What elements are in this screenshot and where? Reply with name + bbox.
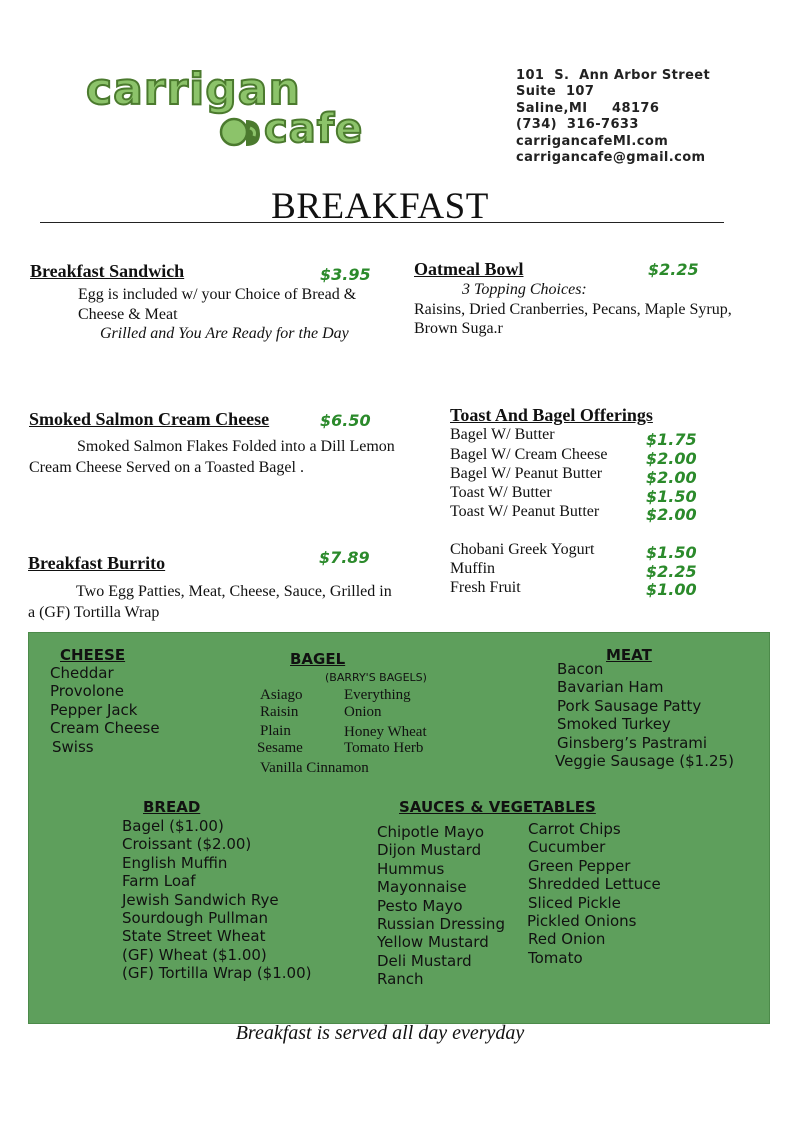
email-line: carrigancafe@gmail.com: [516, 150, 706, 166]
bread-item: Croissant ($2.00): [122, 835, 252, 854]
cheese-item: Provolone: [50, 682, 124, 701]
meat-list: [557, 660, 734, 770]
sauce-item: Russian Dressing: [377, 915, 505, 934]
bread-item: (GF) Wheat ($1.00): [122, 945, 267, 964]
offering-name: Toast W/ Peanut Butter: [450, 503, 600, 520]
sauces-vegetables-heading: SAUCES & VEGETABLES: [399, 798, 596, 816]
desc-line: Smoked Salmon Flakes Folded into a Dill Lemon: [77, 438, 395, 455]
vegetable-item: Tomato: [528, 948, 583, 967]
desc-line: Egg is included w/ your Choice of Bread &: [78, 286, 357, 303]
address-line: 101 S. Ann Arbor Street: [516, 68, 711, 83]
desc-line: Brown Suga.r: [414, 320, 503, 337]
sauce-item: Ranch: [377, 970, 424, 989]
desc-line: Two Egg Patties, Meat, Cheese, Sauce, Grilled in: [76, 583, 392, 600]
bagel-flavor: Raisin: [260, 704, 299, 720]
vegetable-item: Shredded Lettuce: [528, 875, 661, 894]
bread-item: State Street Wheat: [122, 927, 266, 946]
desc-line: Cream Cheese Served on a Toasted Bagel .: [29, 459, 304, 476]
meat-item: Ginsberg’s Pastrami: [557, 733, 708, 752]
phone-line: (734) 316-7633: [516, 117, 639, 133]
bread-item: Sourdough Pullman: [122, 909, 269, 928]
bagel-flavor: Honey Wheat: [344, 724, 427, 740]
suite-line: Suite 107: [516, 84, 595, 100]
options-panel: [28, 632, 770, 1024]
offerings-heading: Toast And Bagel Offerings: [450, 405, 653, 425]
offering-name: Fresh Fruit: [450, 579, 521, 596]
page-title: BREAKFAST: [271, 186, 489, 227]
bagel-flavor: Tomato Herb: [344, 740, 424, 756]
logo-word-cafe: cafe: [264, 106, 364, 152]
item-desc-oatmeal-bowl: [414, 280, 784, 339]
item-price-breakfast-burrito: $7.89: [319, 548, 370, 567]
offering-name: Bagel W/ Butter: [450, 426, 555, 443]
title-divider: [40, 222, 724, 223]
item-name-breakfast-sandwich: Breakfast Sandwich: [30, 261, 185, 281]
sauce-item: Mayonnaise: [377, 878, 467, 897]
offering-price: $2.25: [646, 562, 697, 581]
offering-price: $2.00: [646, 449, 697, 468]
desc-line: Raisins, Dried Cranberries, Pecans, Maple Syrup,: [414, 300, 732, 318]
offering-price: $1.50: [646, 487, 697, 506]
bread-item: Farm Loaf: [122, 872, 196, 891]
sauce-item: Yellow Mustard: [377, 933, 489, 952]
item-desc-breakfast-sandwich: [78, 285, 398, 344]
vegetable-item: Carrot Chips: [528, 820, 621, 838]
bagel-flavor: Everything: [344, 687, 411, 703]
bagel-subheading: (BARRY'S BAGELS): [325, 671, 427, 684]
sauce-item: Pesto Mayo: [377, 896, 463, 915]
cheese-item: Swiss: [52, 737, 94, 756]
sauce-item: Deli Mustard: [377, 951, 472, 970]
city-line: Saline,MI 48176: [516, 100, 660, 116]
bread-item: English Muffin: [122, 853, 228, 872]
vegetable-item: Green Pepper: [528, 856, 631, 875]
offering-name: Bagel W/ Peanut Butter: [450, 465, 603, 482]
bread-list: [122, 817, 311, 983]
vegetables-list: [528, 820, 661, 967]
offering-price: $2.00: [646, 468, 697, 487]
desc-line: Grilled and You Are Ready for the Day: [100, 325, 349, 342]
item-price-oatmeal-bowl: $2.25: [648, 260, 699, 279]
desc-line: a (GF) Tortilla Wrap: [28, 604, 160, 621]
vegetable-item: Red Onion: [528, 930, 606, 949]
item-desc-smoked-salmon: [29, 436, 429, 478]
offering-price: $1.50: [646, 543, 697, 562]
meat-item: Bacon: [557, 660, 604, 678]
item-name-smoked-salmon: Smoked Salmon Cream Cheese: [29, 409, 270, 429]
bagel-flavor: Onion: [344, 704, 382, 720]
item-name-breakfast-burrito: Breakfast Burrito: [28, 553, 166, 573]
item-desc-breakfast-burrito: [28, 581, 428, 623]
bread-item: Jewish Sandwich Rye: [122, 890, 279, 909]
offering-price: $1.75: [646, 430, 697, 449]
desc-line: Cheese & Meat: [78, 305, 178, 323]
bread-item: (GF) Tortilla Wrap ($1.00): [122, 964, 312, 983]
cheese-item: Cream Cheese: [50, 719, 160, 738]
item-name-oatmeal-bowl: Oatmeal Bowl: [414, 259, 524, 279]
meat-heading: MEAT: [606, 646, 652, 664]
carrigan-cafe-logo: [86, 62, 416, 157]
website-line: carrigancafeMI.com: [516, 133, 669, 149]
cheese-heading: CHEESE: [60, 646, 126, 664]
bread-heading: BREAD: [143, 798, 201, 816]
vegetable-item: Pickled Onions: [527, 912, 637, 931]
cheese-item: Pepper Jack: [50, 700, 138, 719]
bagel-flavor: Sesame: [257, 740, 303, 756]
vegetable-item: Cucumber: [528, 838, 606, 857]
meat-item: Pork Sausage Patty: [557, 696, 702, 715]
sauces-list: [377, 823, 505, 989]
meat-item: Bavarian Ham: [557, 678, 664, 697]
vegetable-item: Sliced Pickle: [528, 893, 621, 912]
offering-name: Muffin: [450, 560, 496, 577]
offering-price: $1.00: [646, 580, 697, 599]
bagel-flavor: Asiago: [260, 687, 303, 703]
bagel-heading: BAGEL: [290, 650, 346, 668]
contact-info: [516, 68, 710, 166]
item-price-breakfast-sandwich: $3.95: [320, 265, 371, 284]
offering-price: $2.00: [646, 505, 697, 524]
meat-item: Smoked Turkey: [557, 715, 671, 734]
sauce-item: Dijon Mustard: [377, 841, 482, 860]
item-price-smoked-salmon: $6.50: [320, 411, 371, 430]
logo-word-carrigan: carrigan: [86, 64, 301, 115]
desc-line: 3 Topping Choices:: [462, 281, 587, 298]
offering-name: Bagel W/ Cream Cheese: [450, 446, 608, 463]
bread-item: Bagel ($1.00): [122, 817, 224, 835]
offering-name: Toast W/ Butter: [450, 484, 552, 501]
meat-item: Veggie Sausage ($1.25): [555, 752, 734, 771]
cheese-list: [50, 664, 160, 756]
offering-name: Chobani Greek Yogurt: [450, 541, 595, 558]
sauce-item: Chipotle Mayo: [377, 823, 485, 841]
sauce-item: Hummus: [377, 859, 445, 878]
bagel-flavor: Vanilla Cinnamon: [260, 760, 369, 776]
cheese-item: Cheddar: [50, 664, 114, 682]
footer-note: Breakfast is served all day everyday: [235, 1022, 525, 1044]
bagel-flavor: Plain: [260, 723, 291, 739]
